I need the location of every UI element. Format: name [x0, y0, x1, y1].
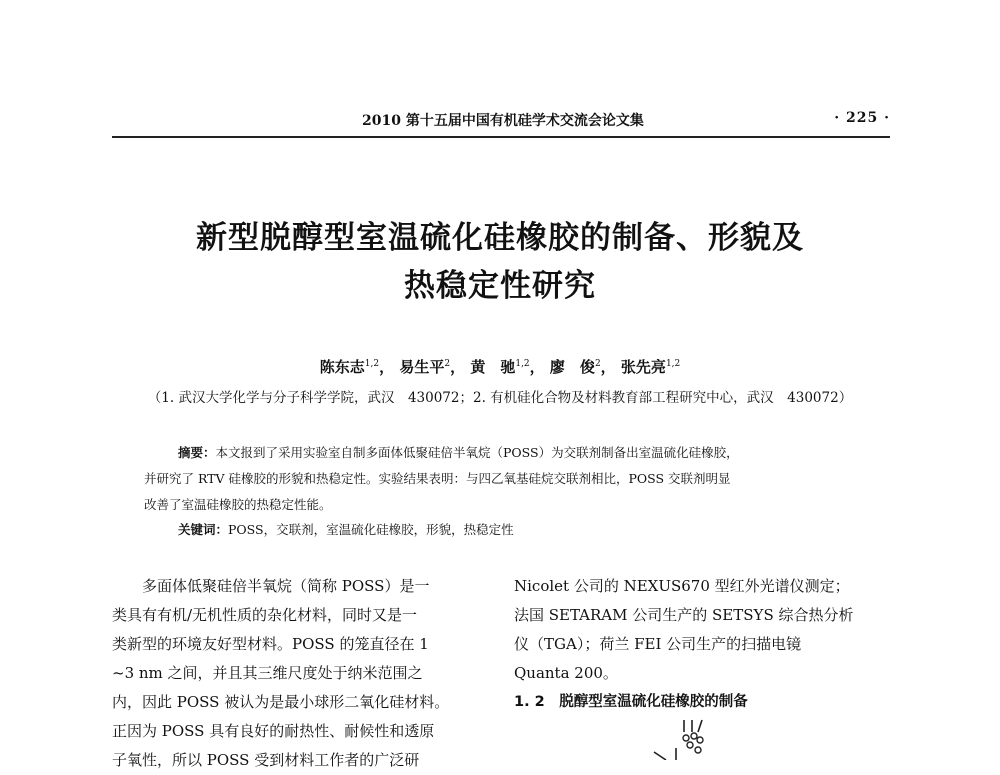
body-line: 法国 SETARAM 公司生产的 SETSYS 综合热分析 [514, 606, 854, 624]
body-line: Quanta 200。 [514, 664, 618, 682]
body-line: 多面体低聚硅倍半氧烷（简称 POSS）是一 [142, 577, 430, 595]
author-affil: 1,2 [665, 359, 681, 369]
author: 张先亮 [620, 358, 666, 376]
poss-structure-figure [624, 718, 734, 760]
title-line-1: 新型脱醇型室温硫化硅橡胶的制备、形貌及 [196, 220, 804, 256]
keywords-text: POSS，交联剂，室温硫化硅橡胶，形貌，热稳定性 [228, 522, 514, 537]
author-affil: 1,2 [364, 359, 380, 369]
author: 易生平 [399, 358, 445, 376]
body-line: 类新型的环境友好型材料。POSS 的笼直径在 1 [112, 635, 429, 653]
abstract-label: 摘要： [178, 445, 216, 460]
author: 黄 驰 [470, 358, 516, 376]
author-separator: ， [450, 358, 466, 376]
body-line: 内，因此 POSS 被认为是最小球形二氧化硅材料。 [112, 693, 450, 711]
body-line: 子氧性，所以 POSS 受到材料工作者的广泛研 [112, 751, 420, 769]
page-number: · 225 · [834, 110, 890, 126]
title-line-2: 热稳定性研究 [404, 268, 596, 304]
author-separator: ， [379, 358, 395, 376]
running-header [112, 110, 890, 132]
body-left-column [112, 572, 486, 775]
abstract-line-2: 并研究了 RTV 硅橡胶的形貌和热稳定性。实验结果表明：与四乙氧基硅烷交联剂相比，POSS 交联剂明显 [144, 471, 731, 486]
keywords [178, 520, 514, 538]
running-title: 2010 第十五届中国有机硅学术交流会论文集 [362, 113, 644, 129]
author: 陈东志 [319, 358, 365, 376]
structure-atoms [683, 733, 703, 753]
body-line: 正因为 POSS 具有良好的耐热性、耐候性和透原 [112, 722, 435, 740]
author-separator: ， [600, 358, 616, 376]
abstract-text: 本文报到了采用实验室自制多面体低聚硅倍半氧烷（POSS）为交联剂制备出室温硫化硅橡胶， [215, 445, 739, 460]
body-right-column [514, 572, 890, 717]
author-affil: 2 [444, 359, 451, 369]
author-separator: ， [529, 358, 545, 376]
body-line: ~3 nm 之间，并且其三维尺度处于纳米范围之 [112, 664, 423, 682]
abstract [144, 440, 864, 518]
body-line: 仪（TGA）；荷兰 FEI 公司生产的扫描电镜 [514, 635, 802, 653]
keywords-label: 关键词： [178, 522, 229, 537]
abstract-line-1 [144, 440, 864, 466]
author-list [100, 356, 900, 377]
structure-lines [654, 720, 702, 760]
header-rule [112, 136, 890, 138]
affiliation: （1. 武汉大学化学与分子科学学院，武汉 430072；2. 有机硅化合物及材料教育部工程研究中心，武汉 430072） [147, 390, 853, 406]
paper-title [100, 214, 900, 310]
author-affil: 2 [594, 359, 601, 369]
author-affil: 1,2 [515, 359, 530, 369]
author: 廖 俊 [549, 358, 595, 376]
section-heading: 1. 2 脱醇型室温硫化硅橡胶的制备 [514, 694, 748, 710]
body-line: Nicolet 公司的 NEXUS670 型红外光谱仪测定； [514, 577, 850, 595]
body-line: 类具有有机/无机性质的杂化材料，同时又是一 [112, 606, 418, 624]
abstract-line-3: 改善了室温硅橡胶的热稳定性能。 [144, 497, 332, 512]
